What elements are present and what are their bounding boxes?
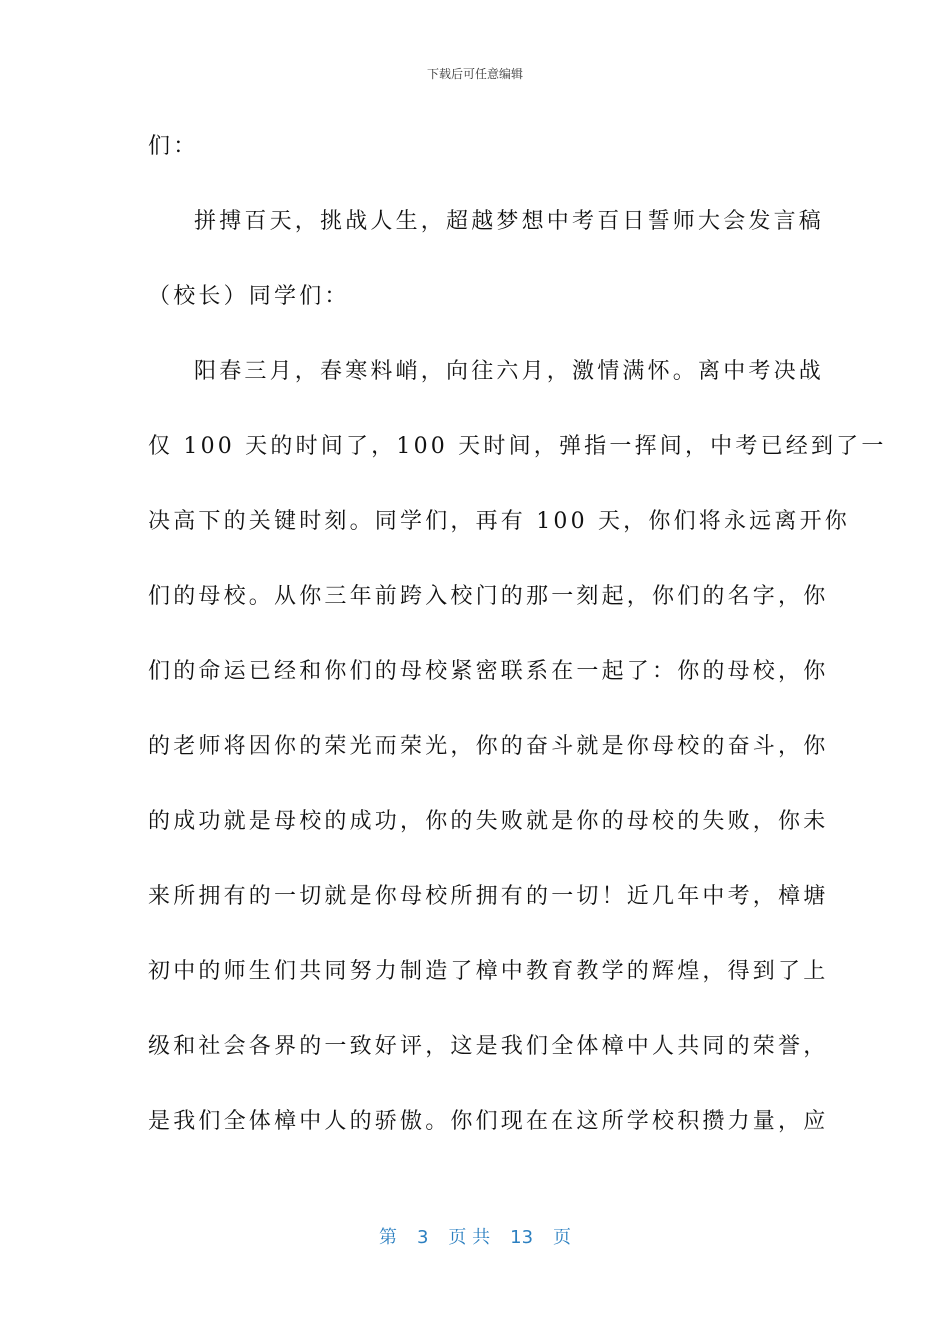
page-suffix: 页 — [553, 1227, 572, 1248]
text-line: 的老师将因你的荣光而荣光，你的奋斗就是你母校的奋斗，你 — [148, 734, 829, 759]
text-line: （校长）同学们： — [148, 284, 350, 309]
page-prefix: 第 — [378, 1227, 397, 1248]
total-pages-number: 13 — [510, 1227, 534, 1248]
text-line: 是我们全体樟中人的骄傲。你们现在在这所学校积攒力量，应 — [148, 1109, 829, 1134]
page-header-note: 下载后可任意编辑 — [426, 67, 523, 81]
current-page-number: 3 — [416, 1227, 429, 1248]
page-number-footer — [0, 1224, 950, 1252]
page-of-label: 页 共 — [448, 1227, 491, 1248]
paragraph-title-line: 拼搏百天，挑战人生，超越梦想中考百日誓师大会发言稿 — [194, 209, 825, 234]
text-line: 们： — [148, 134, 199, 159]
text-line: 级和社会各界的一致好评，这是我们全体樟中人共同的荣誉， — [148, 1034, 829, 1059]
text-line: 们的命运已经和你们的母校紧密联系在一起了：你的母校，你 — [148, 659, 829, 684]
document-body — [148, 114, 887, 1164]
text-line: 们的母校。从你三年前跨入校门的那一刻起，你们的名字，你 — [148, 584, 829, 609]
text-line: 决高下的关键时刻。同学们，再有 100 天，你们将永远离开你 — [148, 509, 850, 534]
text-line: 的成功就是母校的成功，你的失败就是你的母校的失败，你未 — [148, 809, 829, 834]
text-line: 仅 100 天的时间了，100 天时间，弹指一挥间，中考已经到了一 — [148, 434, 887, 459]
paragraph-start-line: 阳春三月，春寒料峭，向往六月，激情满怀。离中考决战 — [194, 359, 825, 384]
text-line: 初中的师生们共同努力制造了樟中教育教学的辉煌，得到了上 — [148, 959, 829, 984]
text-line: 来所拥有的一切就是你母校所拥有的一切！近几年中考，樟塘 — [148, 884, 829, 909]
